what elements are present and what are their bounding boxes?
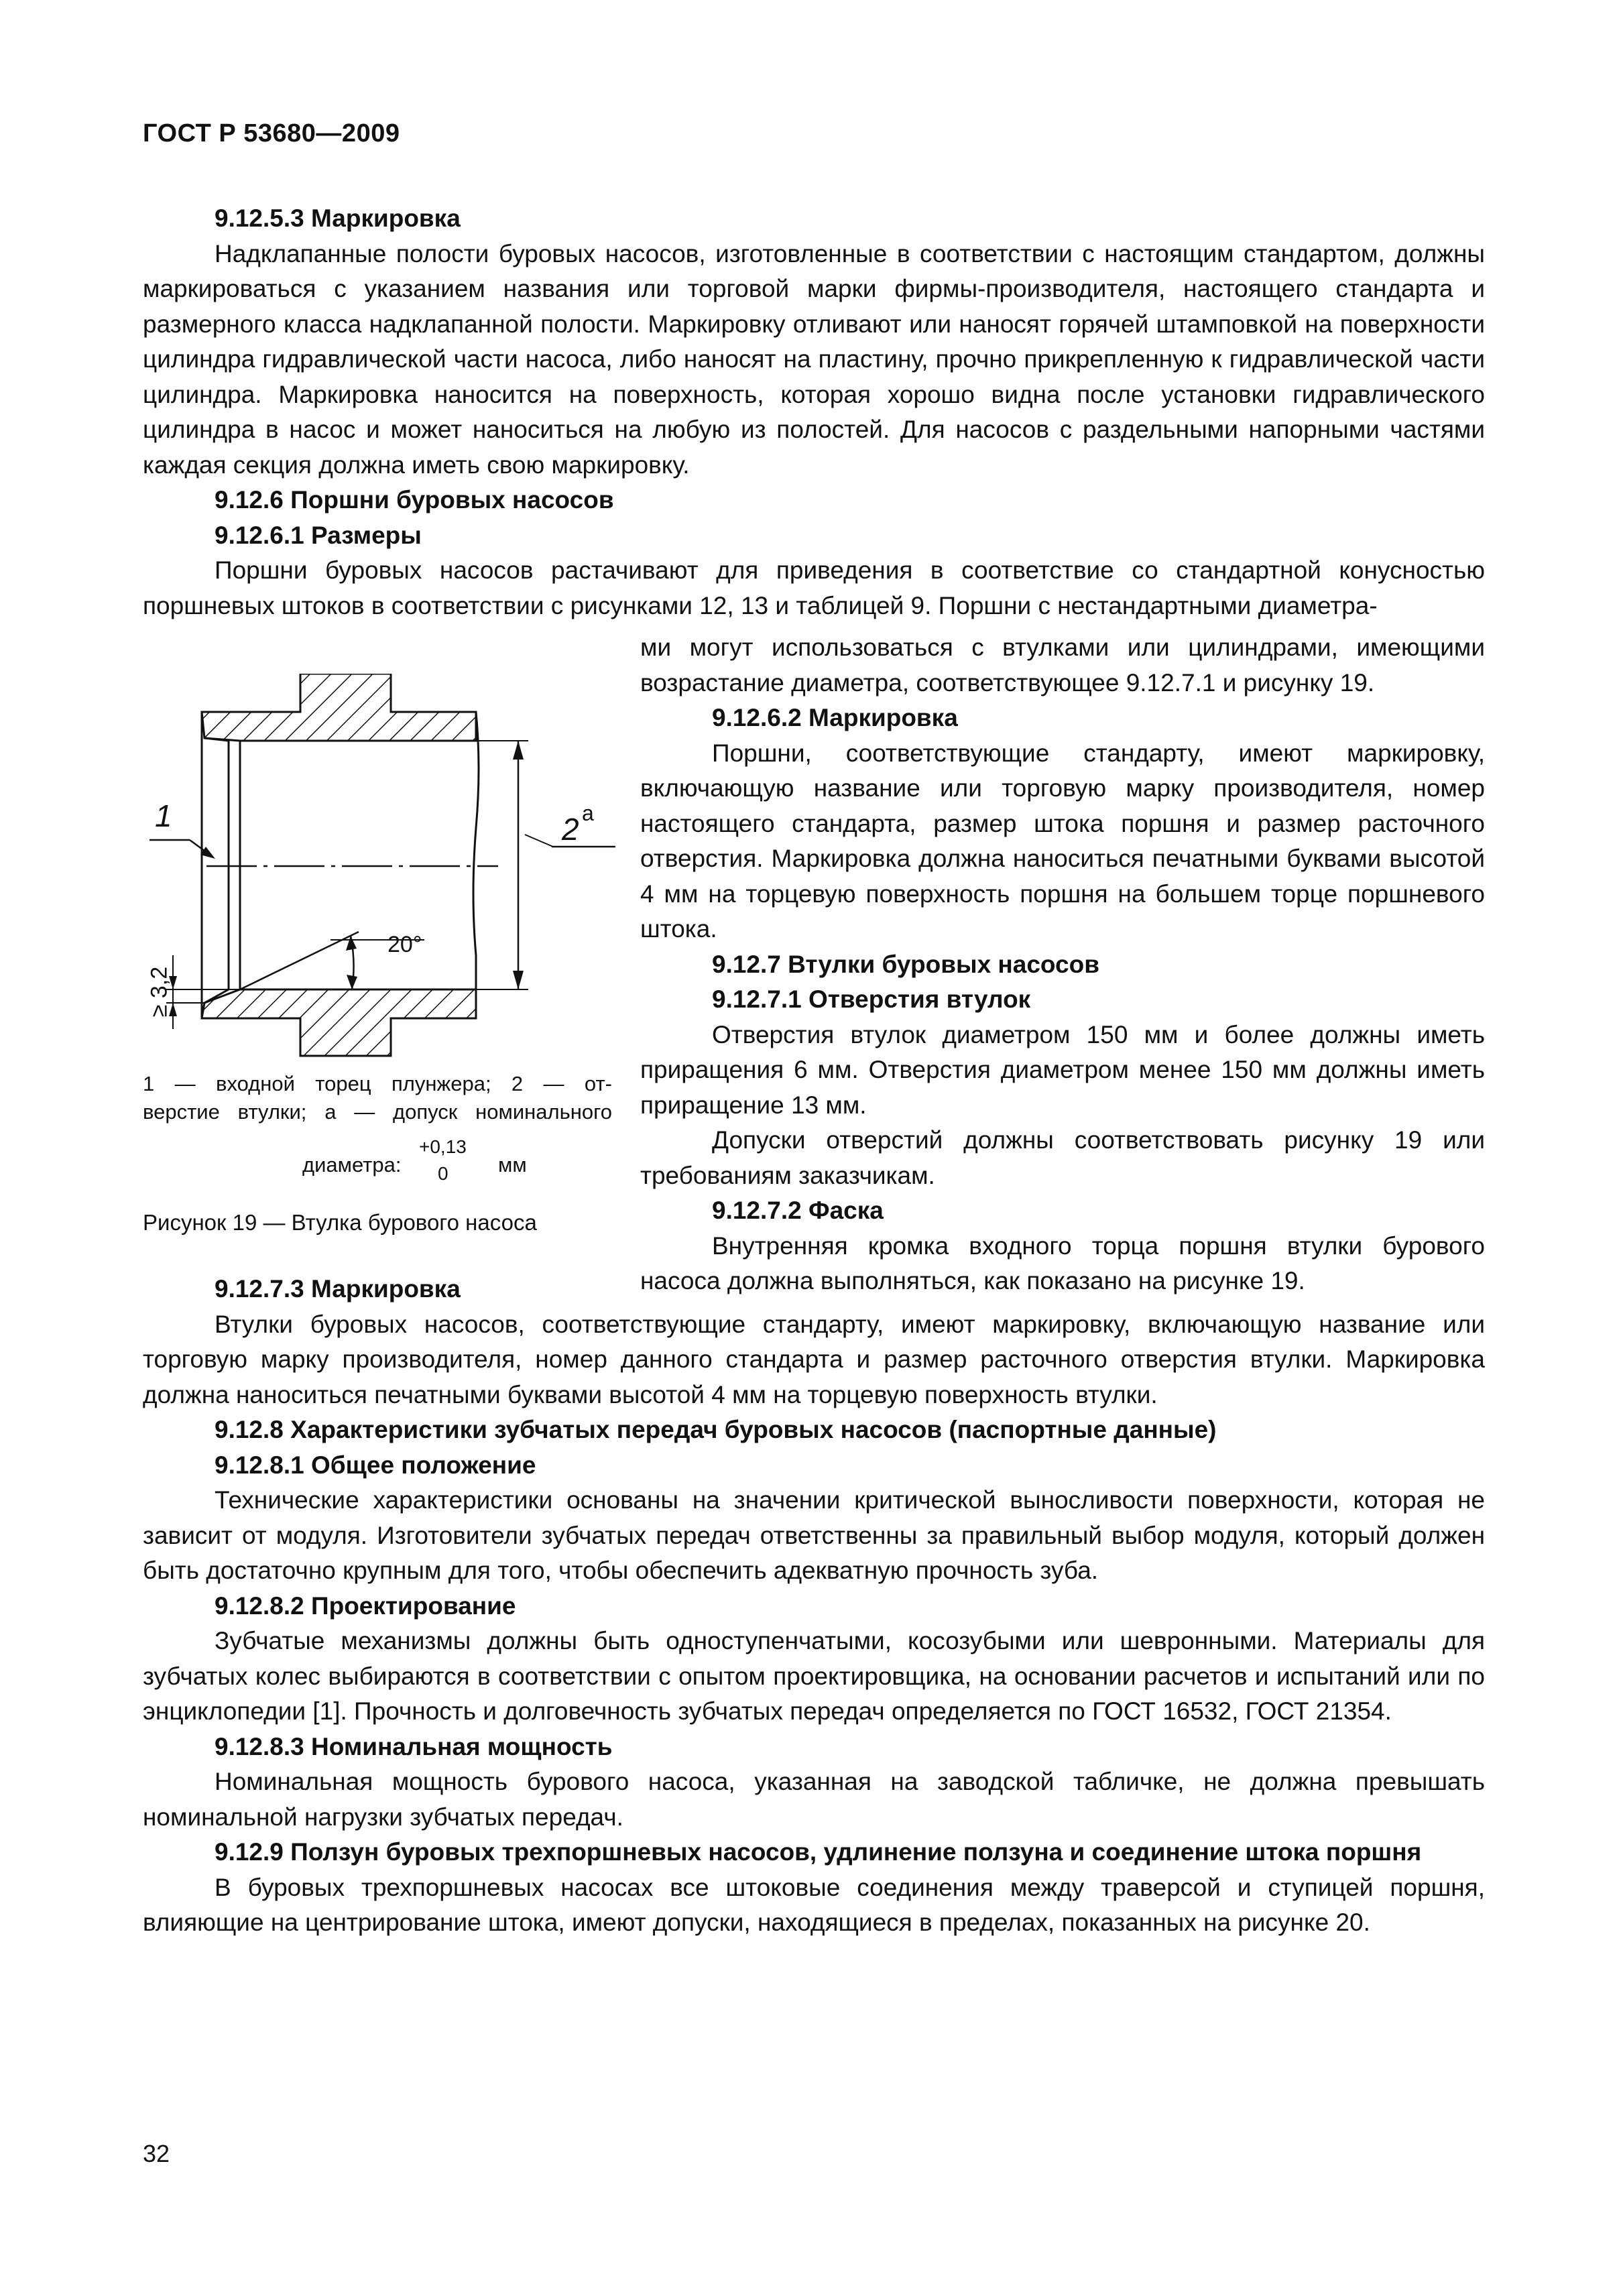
paragraph: Номинальная мощность бурового насоса, указанная на заводской табличке, не должна превышать номинальной нагрузки зубчатых передач.	[143, 1768, 1485, 1831]
section-heading: 9.12.8.2 Проектирование	[215, 1591, 516, 1620]
top-text-block	[143, 201, 1485, 623]
section-heading: 9.12.7.3 Маркировка	[215, 1275, 461, 1303]
document-header: ГОСТ Р 53680—2009	[143, 119, 400, 147]
right-column	[640, 630, 1485, 1299]
section-heading: 9.12.8.1 Общее положение	[215, 1451, 536, 1479]
paragraph: Втулки буровых насосов, соответствующие стандарту, имеют маркировку, включающую название или торговую марку производителя, номер данного стандарта и размер расточного отверстия втулки. Маркировка должна наноситься печатными буквами высотой 4 мм на торцевую поверхность втулки.	[143, 1310, 1485, 1408]
tolerance-unit: мм	[498, 1153, 527, 1176]
section-heading: 9.12.6.2 Маркировка	[712, 704, 958, 731]
bottom-text-block	[143, 1272, 1485, 1941]
section-heading: 9.12.7 Втулки буровых насосов	[712, 950, 1099, 978]
paragraph: Надклапанные полости буровых насосов, изготовленные в соответствии с настоящим стандартом, должны маркироваться с указанием названия или торговой марки фирмы-производителя, настоящего стандарта и размерного класса надклапанной полости. Маркировку отливают или наносят горячей штамповкой на поверхности цилиндра гидравлической части насоса, либо наносят на пластину, прочно прикрепленную к гидравлической части цилиндра. Маркировка наносится на поверхность, которая хорошо видна после установки гидравлического цилиндра в насос и может наноситься на любую из полостей. Для насосов с раздельными напорными частями каждая секция должна иметь свою маркировку.	[143, 239, 1485, 479]
figure-19	[143, 674, 619, 1244]
paragraph: В буровых трехпоршневых насосах все штоковые соединения между траверсой и ступицей поршня, влияющие на центрирование штока, имеют допуски, находящиеся в пределах, показанных на рисунке 20.	[143, 1873, 1485, 1936]
dim-min-chamfer: ≥ 3,2	[146, 966, 172, 1018]
section-heading: 9.12.9 Ползун буровых трехпоршневых насосов, удлинение ползуна и соединение штока поршня	[215, 1838, 1422, 1866]
section-heading: 9.12.8 Характеристики зубчатых передач буровых насосов (паспортные данные)	[215, 1416, 1217, 1443]
section-heading: 9.12.7.2 Фаска	[712, 1197, 884, 1224]
angle-label: 20°	[387, 932, 422, 957]
label-1: 1	[155, 798, 172, 833]
figure-legend-line2: верстие втулки; a — допуск номинального	[143, 1100, 612, 1124]
paragraph: Отверстия втулок диаметром 150 мм и более должны иметь приращения 6 мм. Отверстия диаметром менее 150 мм должны иметь приращение 13 мм.	[640, 1020, 1485, 1119]
paragraph: Внутренняя кромка входного торца поршня втулки бурового насоса должна выполняться, как показано на рисунке 19.	[640, 1231, 1485, 1294]
section-heading: 9.12.6.1 Размеры	[215, 521, 422, 549]
label-a: a	[582, 801, 594, 825]
paragraph: Поршни буровых насосов растачивают для приведения в соответствие со стандартной конусностью поршневых штоков в соответствии с рисунками 12, 13 и таблицей 9. Поршни с нестандартными диаметра-	[143, 556, 1485, 619]
top-wall	[202, 674, 476, 741]
section-heading: 9.12.6 Поршни буровых насосов	[215, 486, 614, 513]
paragraph: Технические характеристики основаны на значении критической выносливости поверхности, которая не зависит от модуля. Изготовители зубчатых передач ответственны за правильный выбор модуля, который должен быть достаточно крупным для того, чтобы обеспечить адекватную прочность зуба.	[143, 1486, 1485, 1584]
page-number: 32	[143, 2140, 170, 2167]
paragraph-continuation: ми могут использоваться с втулками или цилиндрами, имеющими возрастание диаметра, соответствующее 9.12.7.1 и рисунку 19.	[640, 633, 1485, 697]
figure-caption: Рисунок 19 — Втулка бурового насоса	[143, 1210, 537, 1235]
section-heading: 9.12.8.3 Номинальная мощность	[215, 1732, 613, 1760]
bottom-wall	[202, 989, 476, 1056]
diameter-label: диаметра:	[302, 1153, 402, 1176]
paragraph: Поршни, соответствующие стандарту, имеют маркировку, включающую название или торговую марку производителя, номер настоящего стандарта, размер штока поршня и размер расточного отверстия. Маркировка должна наноситься печатными буквами высотой 4 мм на торцевую поверхность поршня на большем торце поршневого штока.	[640, 739, 1485, 943]
section-heading: 9.12.7.1 Отверстия втулок	[712, 985, 1031, 1013]
paragraph: Допуски отверстий должны соответствовать рисунку 19 или требованиям заказчикам.	[640, 1126, 1485, 1189]
label-2: 2	[562, 812, 579, 847]
section-heading: 9.12.5.3 Маркировка	[215, 204, 461, 232]
figure-legend-line1: 1 — входной торец плунжера; 2 — от-	[143, 1072, 612, 1095]
tolerance-upper: +0,13	[419, 1136, 467, 1157]
paragraph: Зубчатые механизмы должны быть одноступенчатыми, косозубыми или шевронными. Материалы для зубчатых колес выбираются в соответствии с опытом проектировщика, на основании расчетов и испытаний или по энциклопедии [1]. Прочность и долговечность зубчатых передач определяется по ГОСТ 16532, ГОСТ 21354.	[143, 1627, 1485, 1725]
tolerance-lower: 0	[438, 1163, 448, 1184]
